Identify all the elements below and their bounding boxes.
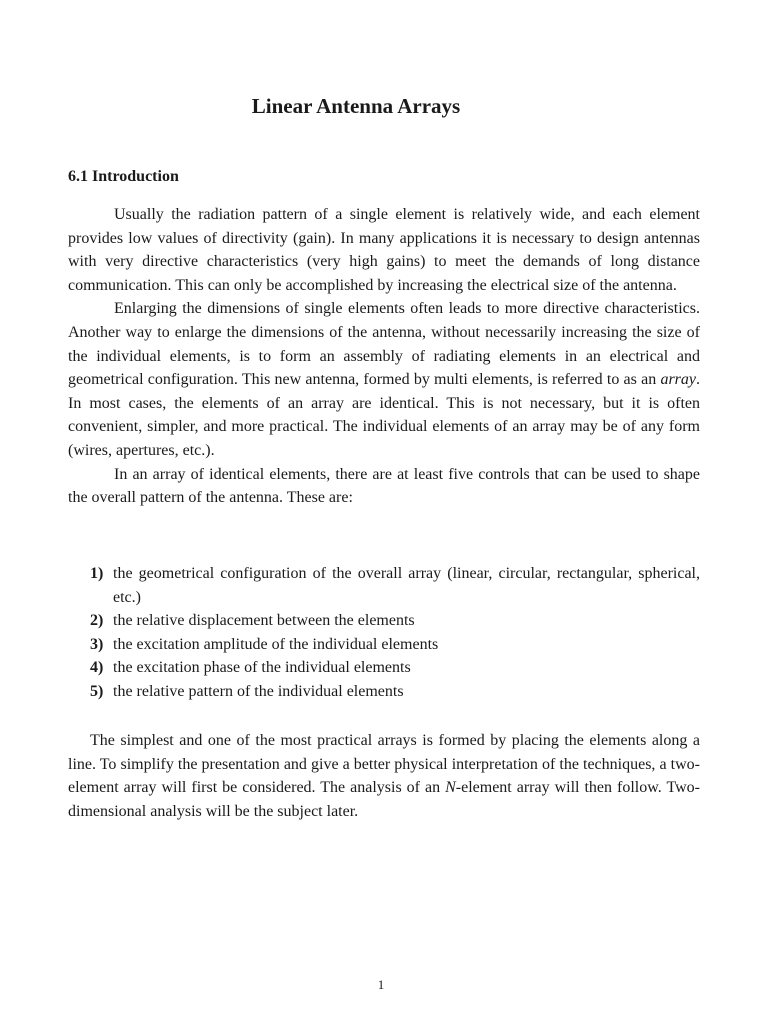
closing-text xyxy=(68,729,700,823)
section-heading: 6.1 Introduction xyxy=(68,168,179,185)
intro-text xyxy=(68,203,700,510)
paragraph-2-text-start: Enlarging the dimensions of single elements often leads to more directive characteristics. Another way to enlarge the dimensions of the antenna, without necessarily increasing the size of the individual elements, is to form an assembly of radiating elements in an electrical and geometrical configuration. This new antenna, formed by multi elements, is referred to as an xyxy=(68,300,700,389)
list-item-number: 3) xyxy=(90,635,104,653)
closing-text-start: The simplest and one of the most practical arrays is formed by placing the elements along a line. To simplify the presentation and give a better physical interpretation of the techniques, a two-element array will first be considered. The analysis of an xyxy=(68,732,700,797)
page-title: Linear Antenna Arrays xyxy=(251,94,461,118)
n-term: N xyxy=(445,779,456,797)
list-item-text: the excitation amplitude of the individual elements xyxy=(113,635,439,653)
list-item-number: 1) xyxy=(90,565,104,582)
list-item xyxy=(68,562,700,609)
list-item-text: the relative displacement between the elements xyxy=(113,612,415,630)
paragraph-2 xyxy=(68,297,700,462)
paragraph-3: In an array of identical elements, there are at least five controls that can be used to shape the overall pattern of the antenna. These are: xyxy=(68,465,700,507)
list-item xyxy=(68,609,700,633)
list-item xyxy=(68,656,700,680)
list-item-number: 2) xyxy=(90,612,104,630)
array-term: array xyxy=(660,371,696,389)
paragraph-1: Usually the radiation pattern of a single element is relatively wide, and each element provides low values of directivity (gain). In many applications it is necessary to design antennas with very directive characteristics (very high gains) to meet the demands of long distance communication. This can only be accomplished by increasing the electrical size of the antenna. xyxy=(68,206,700,294)
closing-text-end: -element array will then follow. Two-dimensional analysis will be the subject later. xyxy=(68,779,700,820)
list-item xyxy=(68,633,700,657)
list-item-text: the excitation phase of the individual elements xyxy=(113,659,411,677)
list-item-number: 4) xyxy=(90,659,104,677)
list-item-text: the relative pattern of the individual elements xyxy=(113,682,404,700)
list-item xyxy=(68,680,700,704)
paragraph-2-text-end: . In most cases, the elements of an array are identical. This is not necessary, but it is often convenient, simpler, and more practical. The individual elements of an array may be of any form (wires, apertures, etc.). xyxy=(68,371,700,459)
list-item-number: 5) xyxy=(90,682,104,700)
list-item-text: the geometrical configuration of the overall array (linear, circular, rectangular, spherical, etc.) xyxy=(113,565,700,606)
page-number: 1 xyxy=(377,977,385,992)
controls-list xyxy=(68,562,700,704)
closing-paragraph xyxy=(68,729,700,823)
